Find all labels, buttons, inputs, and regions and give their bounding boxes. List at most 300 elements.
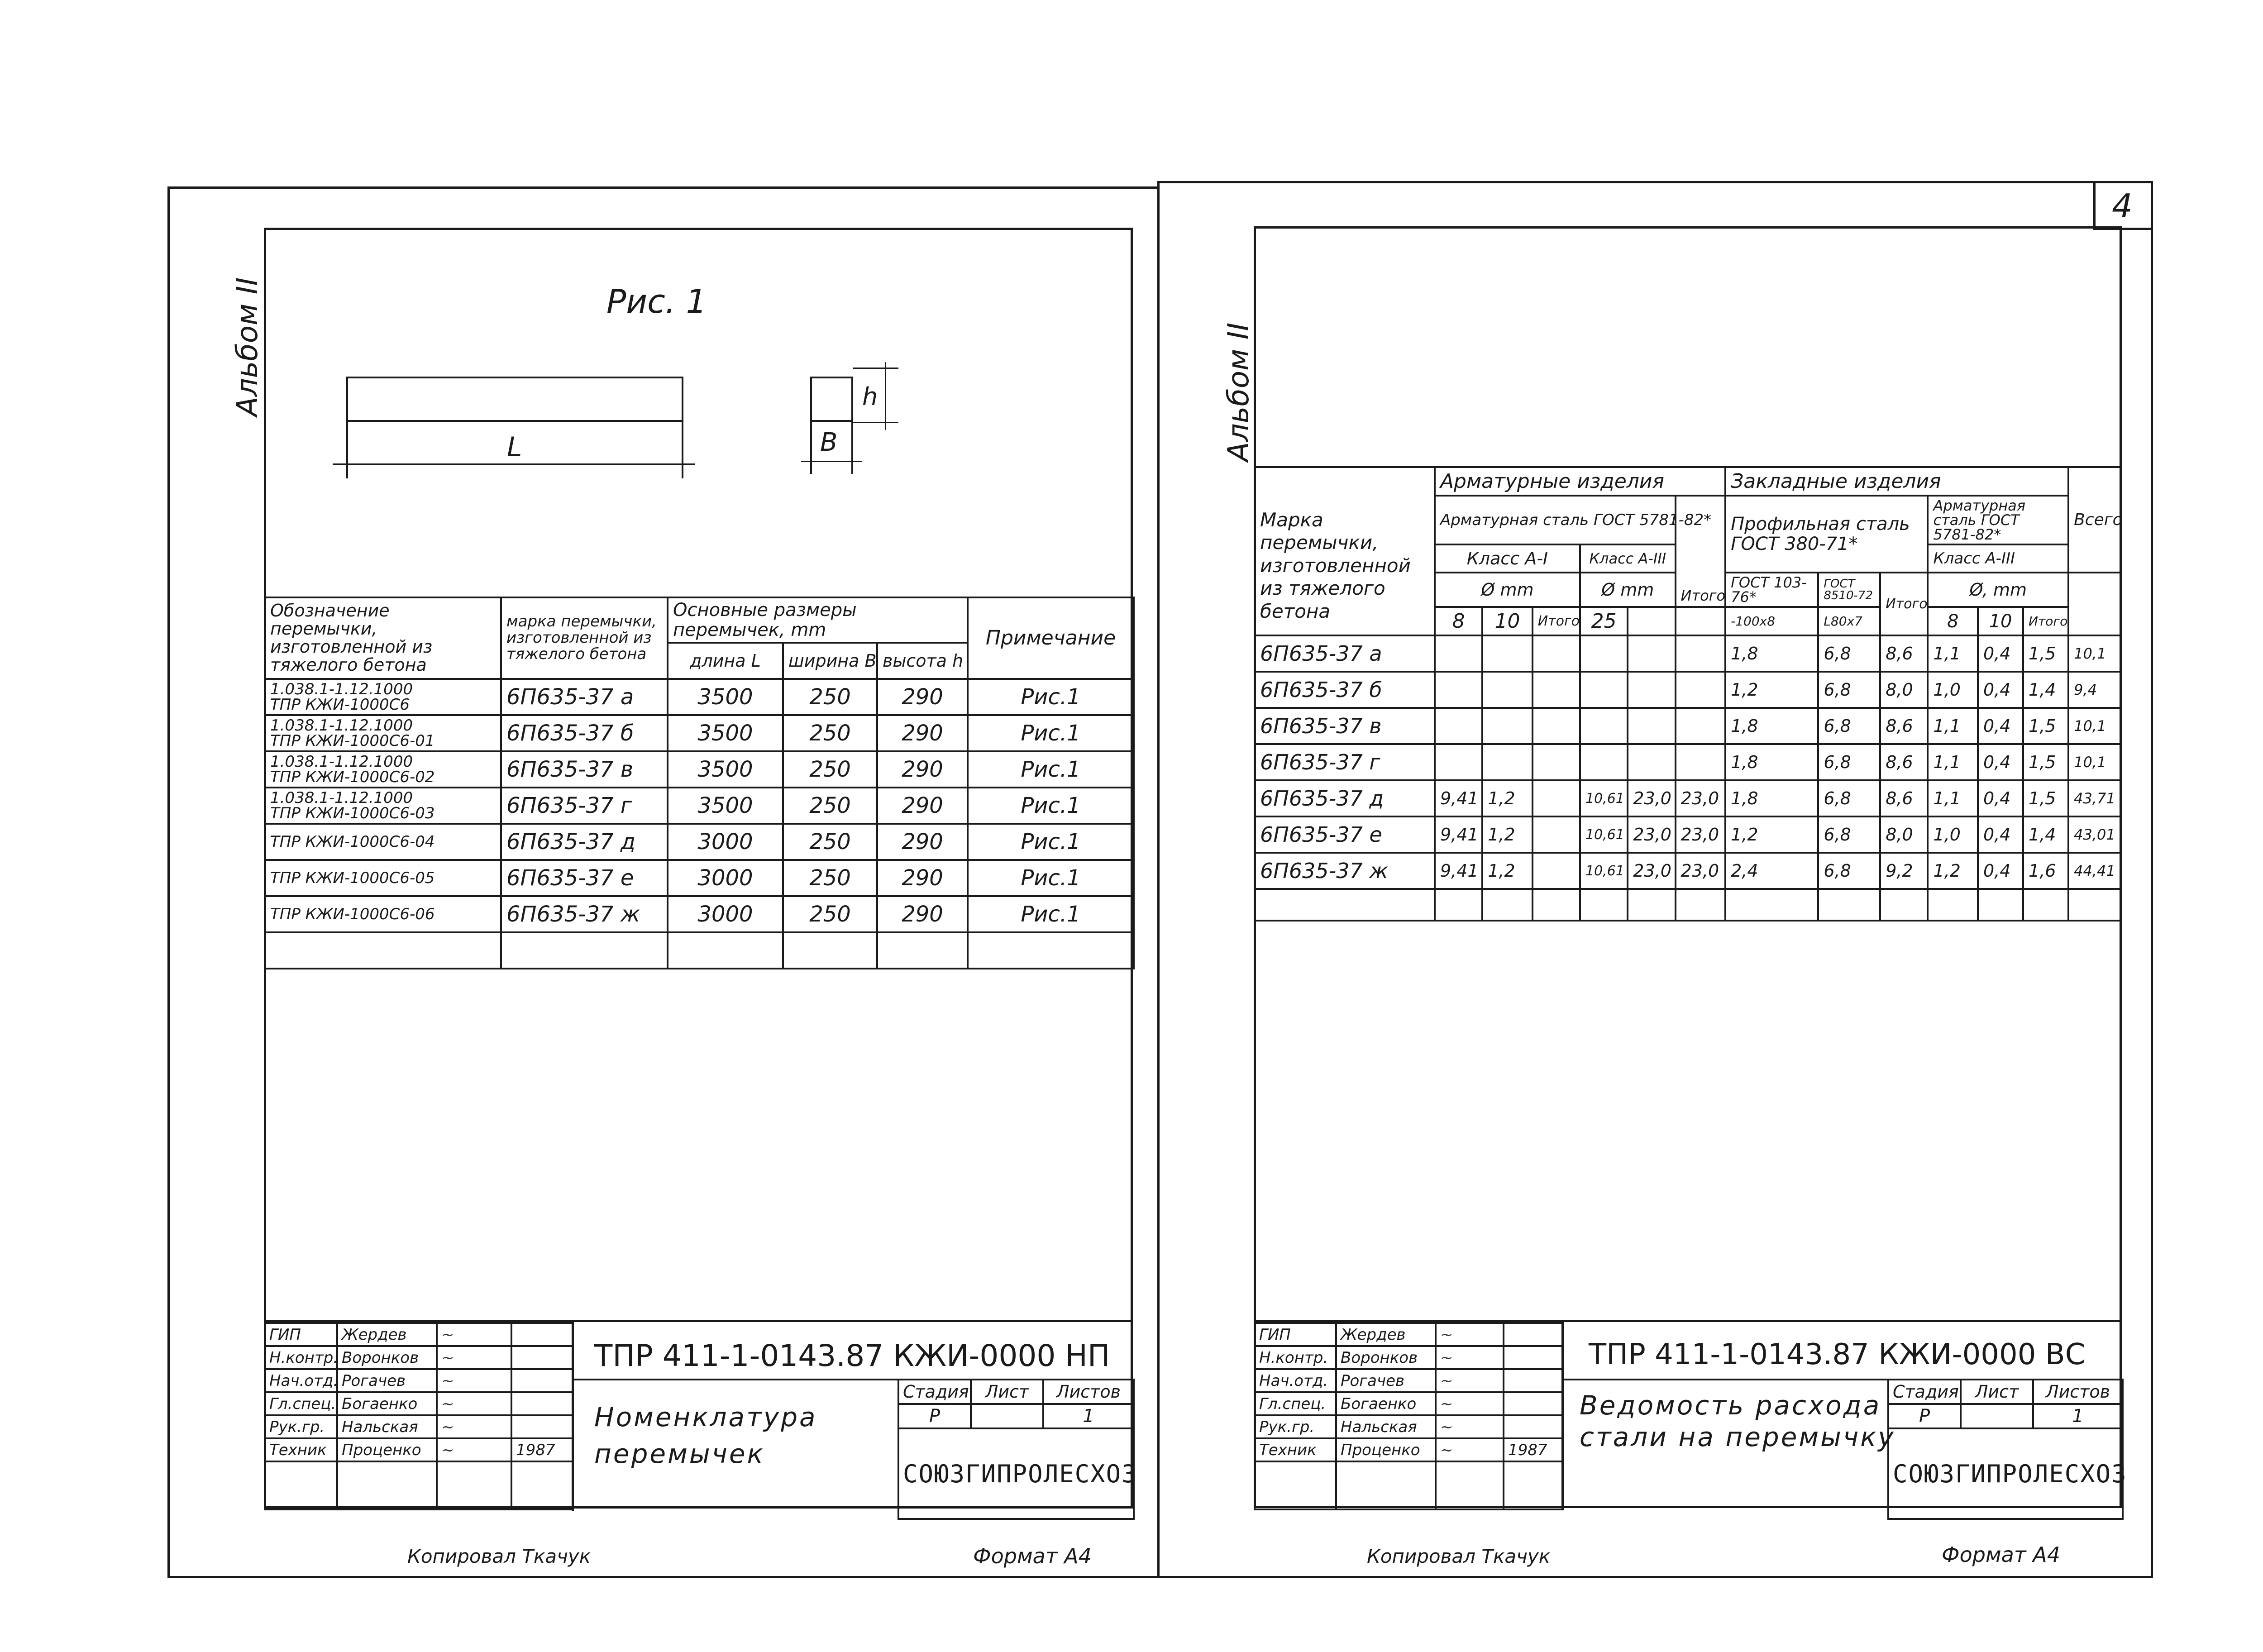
value-cell-ai: 10,61 (1580, 853, 1628, 889)
table-row (265, 788, 1134, 824)
hdr-sz2: L80х7 (1818, 607, 1880, 635)
value-cell-r10: 0,4 (1978, 780, 2023, 816)
length-cell: 3500 (668, 751, 783, 788)
value-cell-tot: 10,1 (2068, 635, 2121, 672)
hdr-mark: Марка перемычки, изготовленной из тяжелого бетона (1255, 467, 1435, 635)
table-row (1255, 672, 2121, 708)
handwritten-signature: ~ (1440, 1348, 1453, 1367)
name-cell: Нальская (1336, 1415, 1436, 1438)
empty-cell (1533, 744, 1580, 780)
signature-cell (437, 1438, 511, 1461)
role-cell: Техник (265, 1438, 337, 1461)
value-cell-pi: 8,6 (1880, 708, 1928, 744)
value-cell-ai: 10,61 (1580, 780, 1628, 816)
signature-row (265, 1415, 573, 1438)
note-cell: Рис.1 (968, 788, 1134, 824)
value-cell-pi: 8,0 (1880, 672, 1928, 708)
empty-cell (1533, 635, 1580, 672)
left-title-block (264, 1320, 1137, 1511)
height-cell: 290 (877, 824, 968, 860)
value-cell-p1: 1,8 (1725, 780, 1818, 816)
designation-cell (265, 751, 501, 788)
value-cell-tot: 10,1 (2068, 744, 2121, 780)
hdr-d10: 10 (1482, 607, 1533, 635)
value-cell-it (1676, 635, 1726, 672)
value-cell-p1: 2,4 (1725, 853, 1818, 889)
value-cell-r10: 0,4 (1978, 816, 2023, 853)
sheet-number: 4 (2112, 187, 2133, 225)
hdr-itogo-all: Итого (1676, 496, 1726, 607)
name-cell: Рогачев (337, 1369, 437, 1392)
header-main-dims: Основные размеры перемычек, mm (668, 597, 968, 643)
right-copied-by: Копировал Ткачук (1367, 1545, 1551, 1567)
hdr-total: Всего (2068, 467, 2121, 573)
length-cell: 3000 (668, 860, 783, 896)
designation-line-1: 1.038.1-1.12.1000 (270, 680, 413, 698)
value-cell-a10 (1482, 744, 1533, 780)
right-album-label: Альбом II (1222, 322, 1256, 462)
table-row (1255, 635, 2121, 672)
note-cell: Рис.1 (968, 679, 1134, 715)
signature-cell (437, 1346, 511, 1369)
date-cell (1504, 1415, 1562, 1438)
handwritten-signature: ~ (1440, 1418, 1453, 1436)
value-cell-a10: 1,2 (1482, 853, 1533, 889)
signature-row (265, 1438, 573, 1461)
lintel-section-view (810, 377, 853, 422)
mark-cell: 6П635-37 ж (501, 896, 668, 932)
role-cell: Нач.отд. (265, 1369, 337, 1392)
signature-row (265, 1369, 573, 1392)
hdr-embedded: Закладные изделия (1725, 467, 2068, 496)
designation-line-1: 1.038.1-1.12.1000 (270, 789, 413, 807)
dim-ext-right (682, 422, 683, 478)
value-cell-ri: 1,4 (2023, 672, 2068, 708)
value-cell-it (1676, 672, 1726, 708)
note-cell: Рис.1 (968, 715, 1134, 751)
value-cell-ri: 1,5 (2023, 635, 2068, 672)
signature-row (1255, 1346, 1562, 1369)
value-cell-pi: 9,2 (1880, 853, 1928, 889)
value-cell-b25 (1628, 744, 1675, 780)
right-org-name: СОЮЗГИПРОЛЕСХОЗ (1888, 1428, 2123, 1519)
name-cell: Проценко (1336, 1438, 1436, 1461)
hdr-itogo-r: Итого (2023, 607, 2068, 635)
dim-ext-b-right (851, 422, 853, 474)
designation-cell (265, 679, 501, 715)
value-cell-r8: 1,1 (1928, 635, 1978, 672)
table-row (265, 751, 1134, 788)
right-right-edge (2151, 181, 2153, 1578)
mark-cell: 6П635-37 г (1255, 744, 1435, 780)
value-cell-ri: 1,6 (2023, 853, 2068, 889)
handwritten-signature: ~ (1440, 1441, 1453, 1459)
mark-cell: 6П635-37 г (501, 788, 668, 824)
signature-row (265, 1392, 573, 1415)
name-cell: Жердев (337, 1323, 437, 1346)
length-cell: 3500 (668, 788, 783, 824)
note-cell: Рис.1 (968, 824, 1134, 860)
designation-cell (265, 860, 501, 896)
value-cell-p2: 6,8 (1818, 635, 1880, 672)
value-cell-p1: 1,2 (1725, 816, 1818, 853)
name-cell: Рогачев (1336, 1369, 1436, 1392)
role-cell: ГИП (265, 1323, 337, 1346)
height-cell: 290 (877, 896, 968, 932)
designation-cell (265, 896, 501, 932)
value-cell-pi: 8,6 (1880, 744, 1928, 780)
signature-cell (1436, 1438, 1504, 1461)
hdr-r8: 8 (1928, 607, 1978, 635)
note-cell: Рис.1 (968, 896, 1134, 932)
designation-line-2: ТПР КЖИ-1000С6-01 (270, 732, 435, 750)
left-signature-table (264, 1322, 573, 1510)
date-cell: 1987 (511, 1438, 573, 1461)
handwritten-signature: ~ (441, 1348, 454, 1367)
left-top-edge (167, 186, 1159, 189)
value-cell-ri: 1,4 (2023, 816, 2068, 853)
name-cell: Нальская (337, 1415, 437, 1438)
left-format: Формат А4 (973, 1544, 1092, 1568)
date-cell (511, 1415, 573, 1438)
empty-cell (1533, 780, 1580, 816)
table-row (265, 715, 1134, 751)
role-cell: Гл.спец. (265, 1392, 337, 1415)
dim-line-L (333, 463, 695, 465)
value-cell-r10: 0,4 (1978, 635, 2023, 672)
value-cell-p2: 6,8 (1818, 672, 1880, 708)
value-cell-p1: 1,8 (1725, 635, 1818, 672)
designation-line-2: ТПР КЖИ-1000С6-06 (270, 905, 435, 923)
right-stage-table (1887, 1379, 2127, 1520)
table-row (1255, 708, 2121, 744)
signature-row (1255, 1438, 1562, 1461)
hdr-classA3: Класс А-III (1580, 544, 1676, 573)
mark-cell: 6П635-37 б (501, 715, 668, 751)
right-sheets-label: Листов (2033, 1380, 2123, 1404)
right-signature-table (1254, 1322, 1563, 1510)
date-cell (1504, 1346, 1562, 1369)
designation-cell (265, 824, 501, 860)
hdr-dia-r: Ø, mm (1928, 573, 2068, 607)
left-sheets-label: Листов (1043, 1380, 1134, 1404)
value-cell-p2: 6,8 (1818, 853, 1880, 889)
role-cell: Рук.гр. (265, 1415, 337, 1438)
hdr-itogo-p: Итого (1880, 573, 1928, 635)
width-cell: 250 (783, 896, 877, 932)
hdr-reinf-steel: Арматурная сталь ГОСТ 5781-82* (1435, 496, 1676, 544)
lintel-side-view (346, 377, 683, 422)
mark-cell: 6П635-37 д (501, 824, 668, 860)
width-cell: 250 (783, 715, 877, 751)
value-cell-tot: 43,71 (2068, 780, 2121, 816)
value-cell-a8 (1435, 635, 1482, 672)
left-left-edge (167, 186, 170, 1578)
mark-cell: 6П635-37 ж (1255, 853, 1435, 889)
value-cell-a8: 9,41 (1435, 853, 1482, 889)
date-cell (511, 1392, 573, 1415)
value-cell-b25: 23,0 (1628, 816, 1675, 853)
length-cell: 3500 (668, 715, 783, 751)
hdr-classA3b: Класс А-III (1928, 544, 2068, 573)
header-designation: Обозначение перемычки, изготовленной из тяжелого бетона (265, 597, 501, 679)
left-org-name: СОЮЗГИПРОЛЕСХОЗ (898, 1428, 1134, 1519)
mark-cell: 6П635-37 а (501, 679, 668, 715)
signature-row (265, 1323, 573, 1346)
value-cell-a10: 1,2 (1482, 780, 1533, 816)
value-cell-r8: 1,1 (1928, 780, 1978, 816)
value-cell-it (1676, 708, 1726, 744)
value-cell-ri: 1,5 (2023, 780, 2068, 816)
value-cell-tot: 43,01 (2068, 816, 2121, 853)
figure-title: Рис. 1 (606, 282, 707, 320)
sheet-number-box (2093, 181, 2153, 230)
value-cell-r8: 1,1 (1928, 744, 1978, 780)
value-cell-ri: 1,5 (2023, 744, 2068, 780)
value-cell-ai: 10,61 (1580, 816, 1628, 853)
value-cell-r8: 1,0 (1928, 672, 1978, 708)
mark-cell: 6П635-37 в (1255, 708, 1435, 744)
note-cell: Рис.1 (968, 751, 1134, 788)
value-cell-r8: 1,2 (1928, 853, 1978, 889)
height-cell: 290 (877, 715, 968, 751)
height-cell: 290 (877, 860, 968, 896)
nomenclature-table (264, 597, 1135, 969)
name-cell: Жердев (1336, 1323, 1436, 1346)
value-cell-tot: 9,4 (2068, 672, 2121, 708)
dim-B-label: B (820, 428, 838, 457)
right-sheets-value: 1 (2033, 1404, 2123, 1428)
value-cell-pi: 8,0 (1880, 816, 1928, 853)
header-mark: марка перемычки, изготовленной из тяжелого бетона (501, 597, 668, 679)
value-cell-r8: 1,1 (1928, 708, 1978, 744)
signature-cell (437, 1369, 511, 1392)
value-cell-b25 (1628, 672, 1675, 708)
hdr-itogo-a1: Итого (1533, 607, 1580, 635)
value-cell-a10 (1482, 635, 1533, 672)
value-cell-a8 (1435, 672, 1482, 708)
header-note: Примечание (968, 597, 1134, 679)
empty-cell (1533, 853, 1580, 889)
value-cell-tot: 44,41 (2068, 853, 2121, 889)
dim-line-B (801, 461, 862, 462)
value-cell-p2: 6,8 (1818, 780, 1880, 816)
designation-cell (265, 788, 501, 824)
designation-cell (265, 715, 501, 751)
width-cell: 250 (783, 860, 877, 896)
handwritten-signature: ~ (441, 1325, 454, 1344)
role-cell: Нач.отд. (1255, 1369, 1336, 1392)
left-copied-by: Копировал Ткачук (407, 1545, 591, 1567)
designation-line-2: ТПР КЖИ-1000С6-04 (270, 833, 435, 851)
value-cell-r8: 1,0 (1928, 816, 1978, 853)
mark-cell: 6П635-37 д (1255, 780, 1435, 816)
value-cell-ai (1580, 635, 1628, 672)
table-row (265, 896, 1134, 932)
left-stage-value: Р (898, 1404, 971, 1428)
length-cell: 3000 (668, 896, 783, 932)
right-top-edge (1157, 181, 2153, 183)
left-stage-label: Стадия (898, 1380, 971, 1404)
signature-row (1255, 1323, 1562, 1346)
value-cell-it (1676, 744, 1726, 780)
name-cell: Воронков (1336, 1346, 1436, 1369)
right-sheet-value (1961, 1404, 2033, 1428)
table-row (265, 860, 1134, 896)
value-cell-a10 (1482, 708, 1533, 744)
role-cell: Гл.спец. (1255, 1392, 1336, 1415)
right-doc-title: Ведомость расхода стали на перемычку (1580, 1390, 1895, 1452)
date-cell (1504, 1369, 1562, 1392)
right-stage-label: Стадия (1888, 1380, 1961, 1404)
value-cell-p1: 1,8 (1725, 708, 1818, 744)
signature-cell (437, 1392, 511, 1415)
height-cell: 290 (877, 788, 968, 824)
value-cell-a8 (1435, 744, 1482, 780)
hdr-profile-steel: Профильная сталь ГОСТ 380-71* (1725, 496, 1928, 573)
value-cell-a10 (1482, 672, 1533, 708)
table-row (265, 824, 1134, 860)
value-cell-p1: 1,2 (1725, 672, 1818, 708)
handwritten-signature: ~ (1440, 1325, 1453, 1344)
value-cell-r10: 0,4 (1978, 708, 2023, 744)
dim-line-h (885, 362, 886, 430)
handwritten-signature: ~ (441, 1418, 454, 1436)
right-stamp-vline (1561, 1322, 1564, 1510)
designation-line-2: ТПР КЖИ-1000С6 (270, 696, 410, 714)
value-cell-b25: 23,0 (1628, 853, 1675, 889)
length-cell: 3500 (668, 679, 783, 715)
name-cell: Богаенко (337, 1392, 437, 1415)
value-cell-p2: 6,8 (1818, 816, 1880, 853)
value-cell-b25 (1628, 635, 1675, 672)
hdr-r10: 10 (1978, 607, 2023, 635)
date-cell (511, 1323, 573, 1346)
hdr-reinf-steel2: Арматурная сталь ГОСТ 5781-82* (1928, 496, 2068, 544)
value-cell-it: 23,0 (1676, 853, 1726, 889)
name-cell: Проценко (337, 1438, 437, 1461)
left-doc-title: Номенклатура перемычек (594, 1402, 817, 1470)
value-cell-ai (1580, 744, 1628, 780)
designation-line-1: 1.038.1-1.12.1000 (270, 716, 413, 735)
value-cell-r10: 0,4 (1978, 672, 2023, 708)
handwritten-signature: ~ (1440, 1394, 1453, 1413)
value-cell-it: 23,0 (1676, 780, 1726, 816)
right-stage-value: Р (1888, 1404, 1961, 1428)
role-cell: ГИП (1255, 1323, 1336, 1346)
value-cell-a10: 1,2 (1482, 816, 1533, 853)
hdr-d25: 25 (1580, 607, 1628, 635)
right-bottom-edge (1157, 1576, 2153, 1578)
width-cell: 250 (783, 788, 877, 824)
right-format: Формат А4 (1942, 1542, 2060, 1567)
handwritten-signature: ~ (441, 1371, 454, 1390)
date-cell (511, 1346, 573, 1369)
left-sheet-value (971, 1404, 1043, 1428)
left-sheets-value: 1 (1043, 1404, 1134, 1428)
left-sheet-label: Лист (971, 1380, 1043, 1404)
height-cell: 290 (877, 679, 968, 715)
dim-ext-h-bottom (853, 422, 898, 423)
value-cell-r10: 0,4 (1978, 853, 2023, 889)
mark-cell: 6П635-37 е (501, 860, 668, 896)
date-cell (511, 1369, 573, 1392)
handwritten-signature: ~ (1440, 1371, 1453, 1390)
designation-line-2: ТПР КЖИ-1000С6-05 (270, 869, 435, 887)
value-cell-ai (1580, 672, 1628, 708)
value-cell-a8: 9,41 (1435, 780, 1482, 816)
value-cell-pi: 8,6 (1880, 635, 1928, 672)
mark-cell: 6П635-37 б (1255, 672, 1435, 708)
table-row (1255, 853, 2121, 889)
dim-ext-h-top (853, 368, 898, 369)
header-height: высота h (877, 643, 968, 679)
value-cell-b25: 23,0 (1628, 780, 1675, 816)
date-cell (1504, 1392, 1562, 1415)
hdr-gost1: ГОСТ 103-76* (1725, 573, 1818, 607)
mark-cell: 6П635-37 в (501, 751, 668, 788)
steel-schedule-table (1254, 466, 2122, 921)
width-cell: 250 (783, 824, 877, 860)
signature-cell (1436, 1369, 1504, 1392)
hdr-classA1: Класс А-I (1435, 544, 1580, 573)
date-cell (1504, 1323, 1562, 1346)
value-cell-r10: 0,4 (1978, 744, 2023, 780)
dim-ext-b-left (810, 422, 812, 474)
left-doc-code: ТПР 411-1-0143.87 КЖИ-0000 НП (594, 1338, 1110, 1373)
hdr-gost2: ГОСТ 8510-72 (1818, 573, 1880, 607)
signature-row (1255, 1369, 1562, 1392)
value-cell-tot: 10,1 (2068, 708, 2121, 744)
left-bottom-edge (167, 1576, 1159, 1578)
signature-row (265, 1346, 573, 1369)
note-cell: Рис.1 (968, 860, 1134, 896)
signature-cell (1436, 1392, 1504, 1415)
role-cell: Н.контр. (1255, 1346, 1336, 1369)
name-cell: Богаенко (1336, 1392, 1436, 1415)
value-cell-ri: 1,5 (2023, 708, 2068, 744)
hdr-sz1: -100х8 (1725, 607, 1818, 635)
page-divider (1157, 181, 1160, 1578)
value-cell-ai (1580, 708, 1628, 744)
role-cell: Н.контр. (265, 1346, 337, 1369)
date-cell: 1987 (1504, 1438, 1562, 1461)
hdr-dia-a3: Ø mm (1580, 573, 1676, 607)
dim-L-label: L (507, 431, 522, 463)
value-cell-p2: 6,8 (1818, 708, 1880, 744)
hdr-d8: 8 (1435, 607, 1482, 635)
value-cell-p1: 1,8 (1725, 744, 1818, 780)
designation-line-2: ТПР КЖИ-1000С6-02 (270, 768, 435, 786)
empty-cell (1533, 816, 1580, 853)
length-cell: 3000 (668, 824, 783, 860)
mark-cell: 6П635-37 а (1255, 635, 1435, 672)
height-cell: 290 (877, 751, 968, 788)
table-row (265, 679, 1134, 715)
right-doc-code: ТПР 411-1-0143.87 КЖИ-0000 ВС (1589, 1338, 2086, 1371)
role-cell: Техник (1255, 1438, 1336, 1461)
dim-ext-left (346, 422, 348, 478)
signature-cell (1436, 1346, 1504, 1369)
hdr-reinf-items: Арматурные изделия (1435, 467, 1725, 496)
signature-row (1255, 1415, 1562, 1438)
value-cell-a8 (1435, 708, 1482, 744)
right-title-block (1254, 1320, 2127, 1510)
value-cell-b25 (1628, 708, 1675, 744)
signature-row (1255, 1392, 1562, 1415)
value-cell-it: 23,0 (1676, 816, 1726, 853)
empty-cell (1533, 672, 1580, 708)
